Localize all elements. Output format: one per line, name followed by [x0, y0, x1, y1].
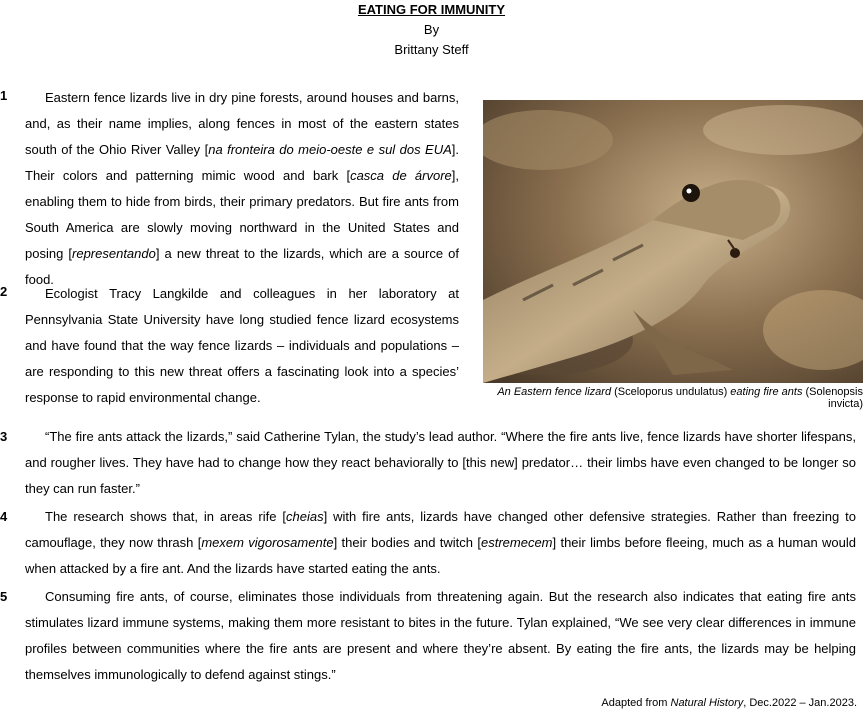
paragraph-5	[25, 584, 856, 688]
source-credit	[601, 697, 857, 709]
text-fragment: Ecologist Tracy Langkilde and colleagues in her laboratory at Pennsylvania State University have long studied fence lizard ecosystems and have found that the way fence lizards – individuals and populations – are responding to this new threat offers a fascinating look into a species’ response to rapid environmental change.	[25, 286, 459, 405]
text-fragment: representando	[72, 246, 156, 261]
text-fragment: ], enabling them to hide from birds, their primary predators. But fire ants from South America are slowly moving northward in the United States and posing [	[25, 168, 459, 261]
text-fragment: The research shows that, in areas rife [	[45, 509, 286, 524]
text-fragment: estremecem	[480, 535, 553, 550]
caption-part: (Sceloporus undulatus)	[611, 386, 731, 398]
article-header	[0, 0, 863, 60]
article-title: EATING FOR IMMUNITY	[357, 2, 506, 17]
paragraph-number: 5	[0, 589, 8, 604]
credit-suffix: , Dec.2022 – Jan.2023.	[743, 697, 857, 709]
byline-by: By	[423, 22, 440, 37]
text-fragment: ] with fire ants, lizards have changed other defensive strategies. Rather than freezing to camouflage, they now thrash [	[25, 509, 856, 550]
paragraph-number: 1	[0, 88, 8, 103]
caption-part: eating fire ants	[730, 386, 803, 398]
text-fragment: mexem vigorosamente	[201, 535, 334, 550]
paragraph-2	[25, 281, 459, 411]
text-fragment: casca de árvore	[350, 168, 452, 183]
paragraph-number: 4	[0, 509, 8, 524]
text-fragment: ]. Their colors and patterning mimic wood and bark [	[25, 142, 459, 183]
credit-prefix: Adapted from	[601, 697, 671, 709]
text-fragment: Eastern fence lizards live in dry pine forests, around houses and barns, and, as their name implies, along fences in most of the eastern states south of the Ohio River Valley [	[25, 90, 459, 157]
author-name: Brittany Steff	[394, 42, 469, 57]
text-fragment: Consuming fire ants, of course, eliminates those individuals from threatening again. But the research also indicates that eating fire ants stimulates lizard immune systems, making them more resistant to bites in the future. Tylan explained, “We see very clear differences in immune profiles between communities where the fire ants are present and where they’re absent. By eating the fire ants, the lizards may be helping themselves immunologically to defend against stings.”	[25, 589, 856, 682]
paragraph-1	[25, 85, 459, 293]
text-fragment: “The fire ants attack the lizards,” said Catherine Tylan, the study’s lead author. “Where the fire ants live, fence lizards have shorter lifespans, and rougher lives. They have had to change how they react behaviorally to [this new] predator… their limbs have even changed to be longer so they can run faster.”	[25, 429, 856, 496]
caption-part: An Eastern fence lizard	[497, 386, 612, 398]
credit-source: Natural History	[670, 697, 744, 709]
paragraph-number: 2	[0, 284, 8, 299]
paragraph-4	[25, 504, 856, 582]
lizard-photo	[483, 100, 863, 383]
text-fragment: ] a new threat to the lizards, which are a source of food.	[25, 246, 459, 287]
paragraph-number: 3	[0, 429, 8, 444]
caption-part: (Solenopsis invicta)	[802, 386, 863, 410]
text-fragment: ] their bodies and twitch [	[333, 535, 481, 550]
lizard-photo-icon	[483, 100, 863, 383]
text-fragment: cheias	[285, 509, 324, 524]
text-fragment: na fronteira do meio-oeste e sul dos EUA	[208, 142, 452, 157]
text-fragment: ] their limbs before fleeing, much as a human would when attacked by a fire ant. And the lizards have started eating the ants.	[25, 535, 857, 576]
paragraph-3	[25, 424, 856, 502]
photo-caption	[483, 386, 863, 410]
